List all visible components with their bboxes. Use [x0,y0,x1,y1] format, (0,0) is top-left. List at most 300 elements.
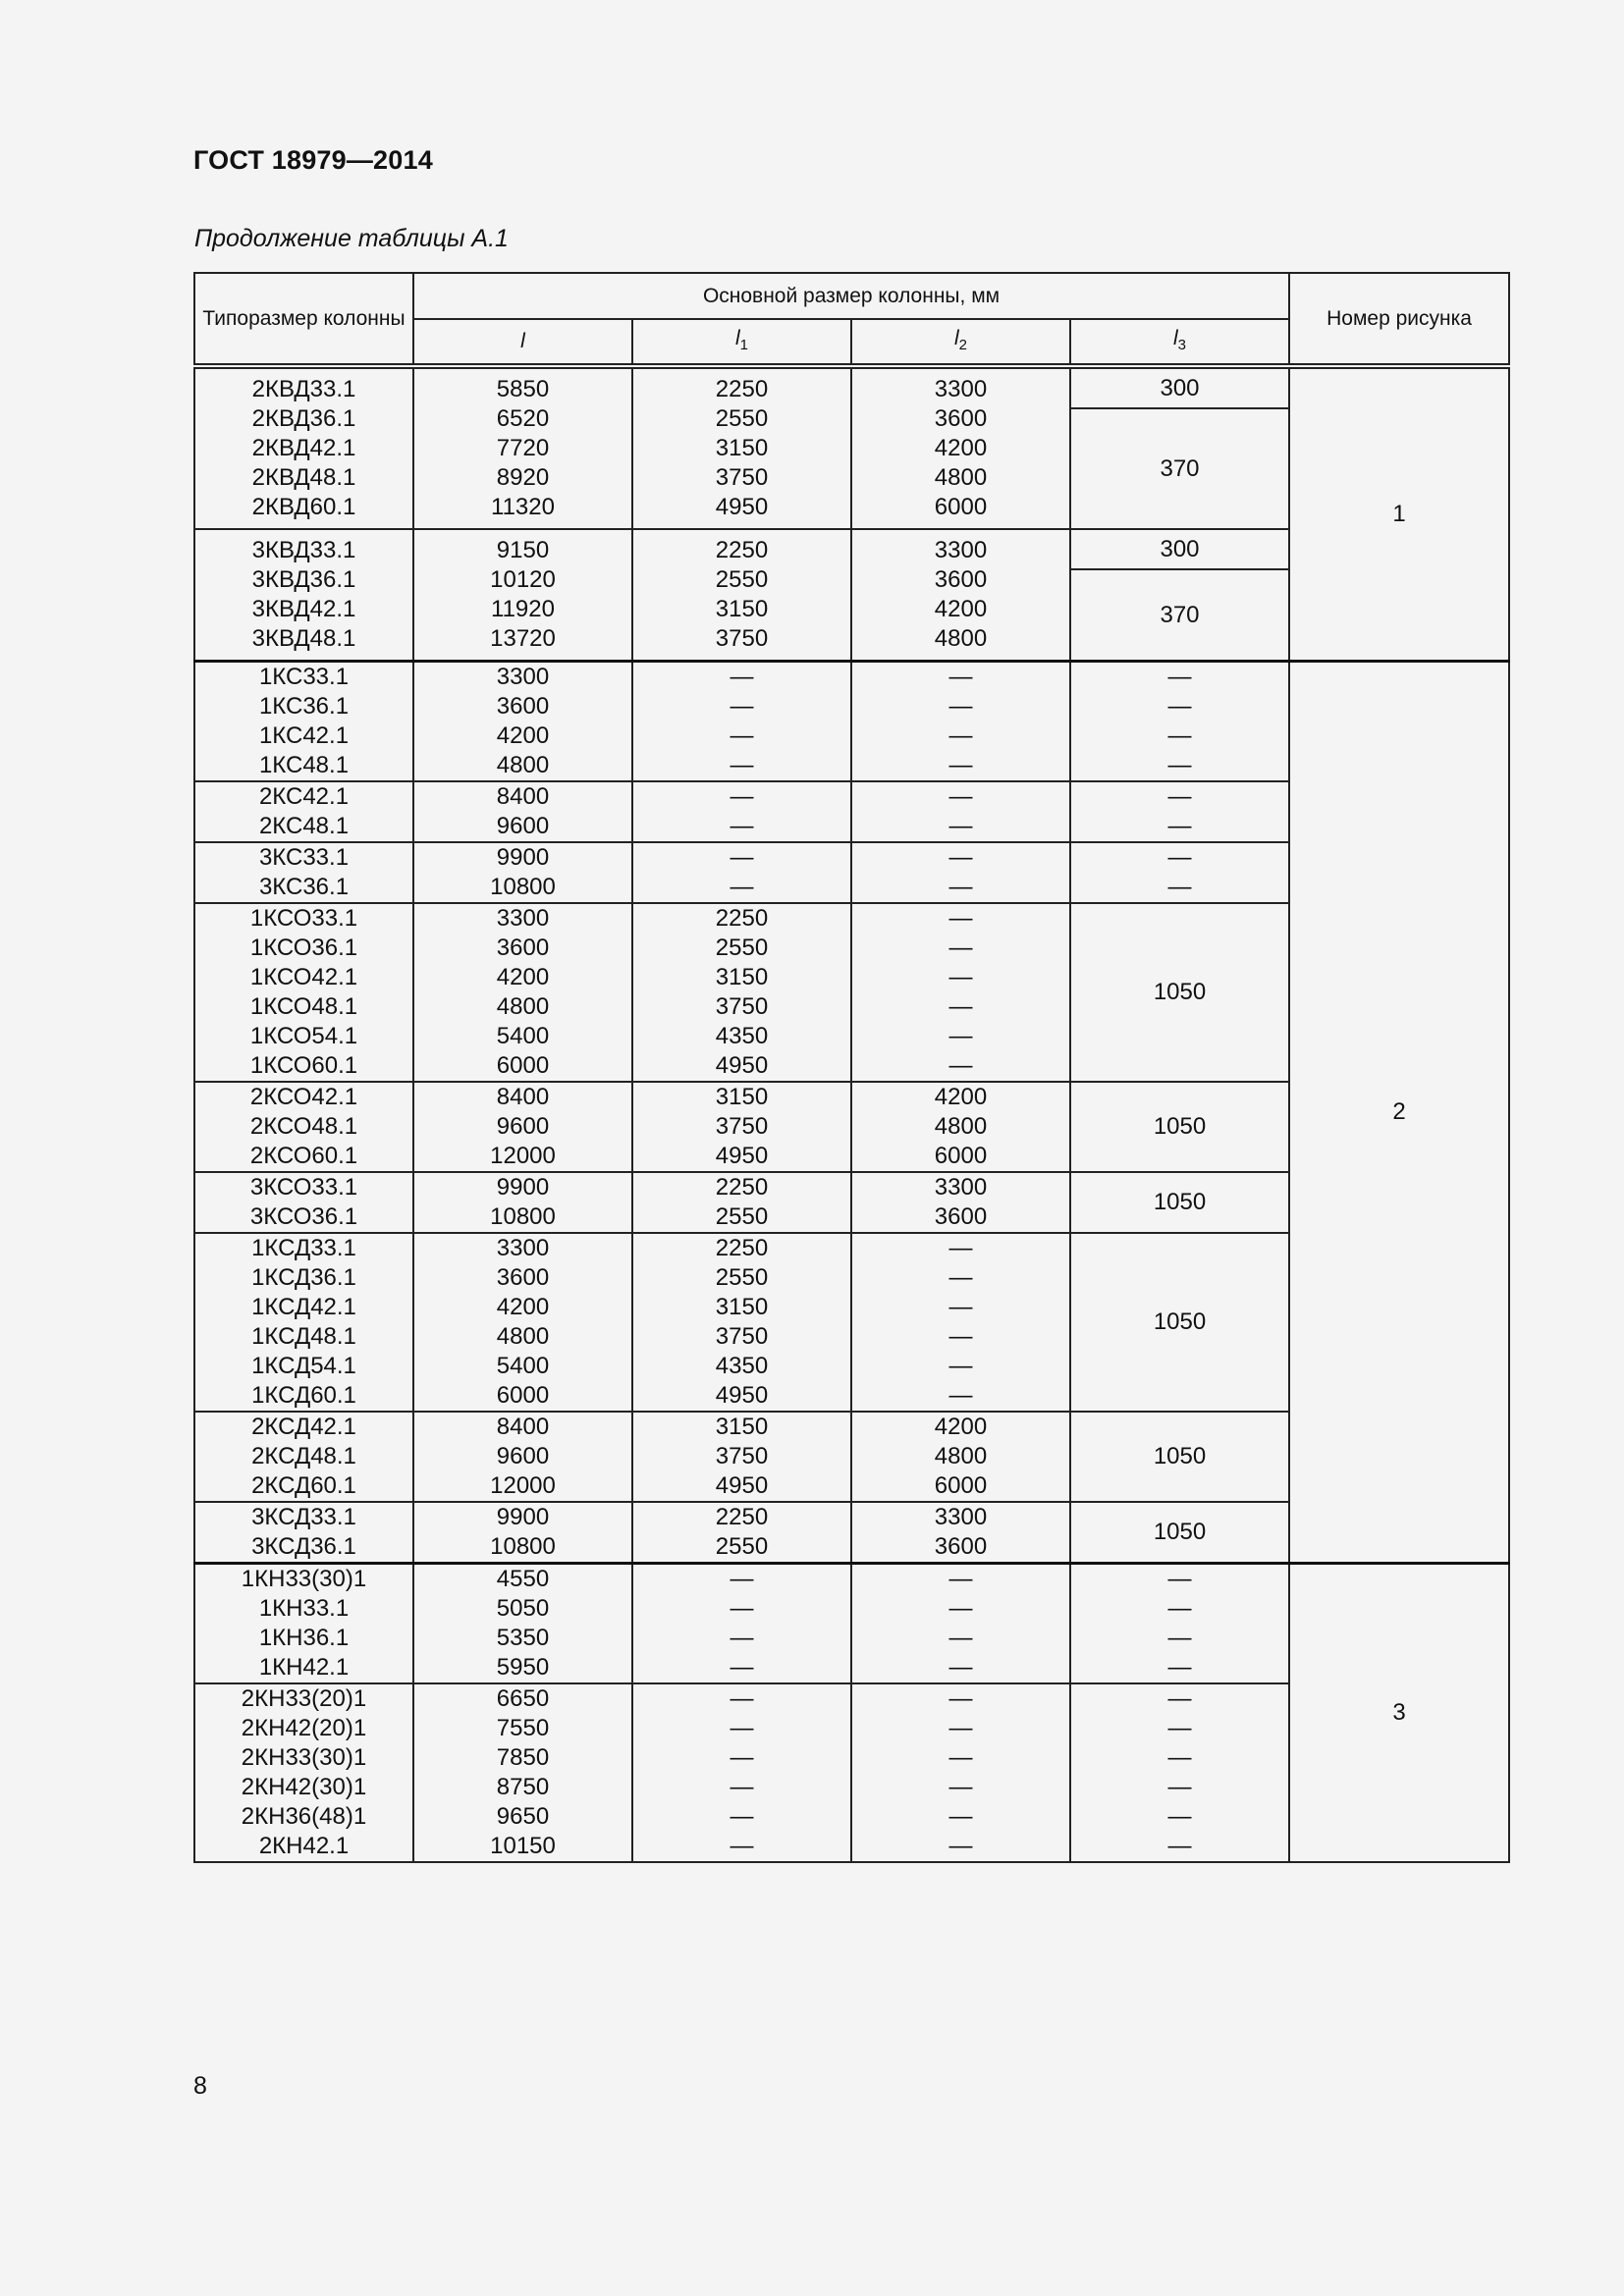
size-l2-cell-value: — [948,722,973,749]
page-number: 8 [193,2072,207,2100]
l3-top-value: 300 [1071,369,1288,409]
column-type-cell-value: 1КСД48.1 [251,1323,356,1350]
size-l-cell [413,1502,632,1564]
size-l1-cell-value: 3150 [715,1414,769,1440]
size-l1-cell-value: — [730,1685,754,1712]
size-l-cell [413,903,632,1082]
column-type-cell-value: 1КСД60.1 [251,1382,356,1409]
size-l-cell [413,781,632,842]
size-l-cell [413,1082,632,1172]
column-type-cell-value: 2КН36(48)1 [241,1803,367,1830]
size-l-cell-value: 12000 [490,1472,556,1499]
size-l-cell [413,529,632,662]
size-l1-cell [632,1082,851,1172]
size-l1-cell-value: 2250 [715,1174,769,1201]
size-l3-cell-value: — [1167,1833,1192,1859]
size-l1-cell-value: — [730,693,754,720]
column-type-cell-value: 1КСД42.1 [251,1294,356,1320]
column-type-cell-value: 2КС48.1 [258,813,350,839]
size-l2-cell [851,1082,1070,1172]
size-l3-cell [1070,529,1289,662]
size-l1-cell-value: 3750 [715,993,769,1020]
size-l1-cell-value: 3750 [715,1113,769,1140]
size-l2-cell-value: 4200 [934,1084,988,1110]
column-type-cell [194,662,413,782]
size-l1-cell-value: 3750 [715,464,769,491]
size-l3-cell-value: — [1167,752,1192,778]
column-type-cell-value: 3КВД36.1 [251,566,356,593]
size-l-cell-value: 3300 [496,664,550,690]
size-l2-cell-value: — [948,783,973,810]
size-l3-cell-value: — [1167,1566,1192,1592]
column-type-cell-value: 3КВД33.1 [251,537,356,563]
column-type-cell-value: 3КС33.1 [258,844,350,871]
column-type-cell [194,903,413,1082]
size-l1-cell-value: — [730,874,754,900]
table-caption: Продолжение таблицы А.1 [194,225,509,252]
size-l2-cell-value: 4200 [934,1414,988,1440]
size-l2-cell [851,1412,1070,1502]
size-l2-cell [851,662,1070,782]
column-type-cell-value: 2КН33(30)1 [241,1744,367,1771]
column-type-cell [194,1233,413,1412]
size-l1-cell-value: — [730,752,754,778]
size-l3-cell-value: — [1167,874,1192,900]
size-l3-cell-value: — [1167,813,1192,839]
size-l-cell-value: 10150 [490,1833,556,1859]
size-l3-cell [1070,1564,1289,1684]
column-type-cell-value: 1КСО60.1 [249,1052,358,1079]
size-l-cell-value: 12000 [490,1143,556,1169]
size-l-cell-value: 9900 [496,844,550,871]
header-type: Типоразмер колонны [194,273,413,366]
size-l2-cell-value: — [948,874,973,900]
size-l2-cell-value: — [948,934,973,961]
size-l3-cell: 1050 [1070,1412,1289,1502]
size-l1-cell-value: — [730,664,754,690]
size-l-cell-value: 11320 [491,494,555,520]
size-l-cell-value: 9900 [496,1504,550,1530]
size-l2-cell-value: 3300 [934,1174,988,1201]
size-l-cell-value: 5400 [496,1023,550,1049]
size-l1-cell-value: 2550 [715,1203,769,1230]
size-l3-cell [1070,842,1289,903]
column-type-cell [194,1412,413,1502]
size-l2-cell-value: — [948,664,973,690]
size-l-cell [413,1412,632,1502]
size-l3-cell-value: — [1167,783,1192,810]
column-type-cell-value: 2КВД36.1 [251,405,356,432]
column-type-cell-value: 2КН33(20)1 [241,1685,367,1712]
column-type-cell-value: 1КСД36.1 [251,1264,356,1291]
column-type-cell-value: 2КС42.1 [258,783,350,810]
size-l1-cell-value: 3150 [715,596,769,622]
size-l-cell-value: 8400 [496,783,550,810]
size-l1-cell-value: 3750 [715,625,769,652]
figure-number-cell: 3 [1289,1564,1509,1863]
size-l1-cell [632,781,851,842]
column-type-cell-value: 2КН42(30)1 [241,1774,367,1800]
size-l2-cell-value: 6000 [934,1143,988,1169]
size-l2-cell-value: — [948,1235,973,1261]
size-l1-cell [632,1233,851,1412]
size-l2-cell-value: — [948,693,973,720]
size-l-cell-value: 8400 [496,1084,550,1110]
size-l3-cell: 1050 [1070,903,1289,1082]
size-l2-cell-value: — [948,1566,973,1592]
size-l2-cell-value: — [948,1353,973,1379]
column-type-cell-value: 2КВД42.1 [251,435,356,461]
size-l-cell-value: 9900 [496,1174,550,1201]
column-type-cell-value: 3КСО36.1 [249,1203,358,1230]
size-l-cell-value: 6520 [496,405,550,432]
size-l2-cell-value: 4800 [934,1443,988,1469]
size-l2-cell-value: — [948,1833,973,1859]
size-l-cell-value: 13720 [490,625,556,652]
size-l2-cell-value: — [948,1023,973,1049]
size-l2-cell-value: — [948,1294,973,1320]
document-title: ГОСТ 18979—2014 [193,145,433,175]
column-type-cell-value: 1КС42.1 [258,722,350,749]
size-l-cell-value: 8400 [496,1414,550,1440]
size-l1-cell-value: 3750 [715,1443,769,1469]
size-l2-cell [851,842,1070,903]
size-l2-cell-value: — [948,1382,973,1409]
column-type-cell-value: 1КС33.1 [258,664,350,690]
size-l2-cell-value: — [948,905,973,932]
size-l-cell-value: 10120 [490,566,556,593]
column-type-cell-value: 2КСД48.1 [251,1443,356,1469]
size-l1-cell-value: — [730,1833,754,1859]
size-l3-cell-value: — [1167,1744,1192,1771]
size-l1-cell-value: 2250 [715,905,769,932]
size-l2-cell-value: 4800 [934,464,988,491]
column-type-cell-value: 2КСО42.1 [249,1084,358,1110]
size-l-cell [413,1233,632,1412]
size-l3-cell [1070,781,1289,842]
size-l2-cell-value: — [948,1654,973,1681]
size-l2-cell-value: 3300 [934,1504,988,1530]
header-l3: $l_3$ [1070,319,1289,366]
size-l-cell-value: 3600 [496,1264,550,1291]
column-type-cell-value: 3КВД48.1 [251,625,356,652]
size-l-cell-value: 6000 [496,1382,550,1409]
size-l-cell-value: 8750 [496,1774,550,1800]
size-l2-cell-value: — [948,1744,973,1771]
size-l2-cell [851,1502,1070,1564]
table-body [194,366,1509,1862]
size-l-cell-value: 5850 [496,376,550,402]
size-l1-cell [632,529,851,662]
size-l3-cell [1070,1683,1289,1862]
column-type-cell [194,1683,413,1862]
size-l1-cell [632,1564,851,1684]
size-l3-cell-value: — [1167,664,1192,690]
size-l2-cell-value: — [948,1715,973,1741]
size-l3-cell-value: — [1167,1803,1192,1830]
size-l1-cell-value: 2550 [715,934,769,961]
size-l2-cell-value: — [948,1323,973,1350]
size-l2-cell-value: 3600 [934,1203,988,1230]
size-l2-cell-value: 4800 [934,1113,988,1140]
column-type-cell-value: 1КСД54.1 [251,1353,356,1379]
size-l2-cell-value: — [948,964,973,990]
column-type-cell-value: 1КСО42.1 [249,964,358,990]
figure-number-cell: 2 [1289,662,1509,1564]
size-l3-cell-value: — [1167,1595,1192,1622]
column-type-cell-value: 1КСД33.1 [251,1235,356,1261]
size-l1-cell-value: 3750 [715,1323,769,1350]
column-type-cell-value: 2КН42.1 [258,1833,350,1859]
column-type-cell-value: 2КВД33.1 [251,376,356,402]
size-l1-cell-value: 2250 [715,1235,769,1261]
size-l3-cell-value: — [1167,844,1192,871]
size-l1-cell-value: 3150 [715,1294,769,1320]
size-l3-cell: 1050 [1070,1082,1289,1172]
size-l-cell-value: 9600 [496,1443,550,1469]
size-l-cell-value: 3300 [496,1235,550,1261]
size-l-cell-value: 3300 [496,905,550,932]
size-l1-cell-value: 2550 [715,1533,769,1560]
figure-number-cell: 1 [1289,366,1509,662]
size-l2-cell-value: — [948,1264,973,1291]
size-l3-cell-value: — [1167,1685,1192,1712]
size-l2-cell-value: — [948,1052,973,1079]
size-l-cell-value: 11920 [491,596,555,622]
size-l3-cell-value: — [1167,1654,1192,1681]
size-l2-cell-value: — [948,752,973,778]
size-l-cell-value: 5350 [496,1625,550,1651]
size-l3-cell: 1050 [1070,1172,1289,1233]
header-l: l [413,319,632,366]
column-type-cell [194,1172,413,1233]
size-l-cell-value: 4800 [496,993,550,1020]
size-l-cell-value: 5400 [496,1353,550,1379]
size-l1-cell [632,1502,851,1564]
table-row-group [194,366,1509,529]
column-type-cell [194,1564,413,1684]
size-l2-cell [851,1233,1070,1412]
size-l2-cell [851,1172,1070,1233]
size-l3-cell: 1050 [1070,1502,1289,1564]
size-l1-cell-value: — [730,1715,754,1741]
column-type-cell-value: 1КСО33.1 [249,905,358,932]
size-l3-cell: 1050 [1070,1233,1289,1412]
size-l-cell-value: 6000 [496,1052,550,1079]
size-l1-cell [632,1412,851,1502]
column-type-cell-value: 1КСО48.1 [249,993,358,1020]
size-l2-cell-value: 3300 [934,376,988,402]
size-l3-cell [1070,366,1289,529]
l3-rest-value: 370 [1160,601,1200,628]
size-l1-cell-value: 4950 [715,1052,769,1079]
size-l1-cell-value: 3150 [715,435,769,461]
size-l1-cell [632,1172,851,1233]
column-type-cell-value: 1КС48.1 [258,752,350,778]
size-l1-cell-value: — [730,1654,754,1681]
column-type-cell-value: 3КВД42.1 [251,596,356,622]
size-l-cell-value: 7850 [496,1744,550,1771]
size-l1-cell-value: 4350 [715,1023,769,1049]
size-l1-cell-value: 2550 [715,1264,769,1291]
size-l2-cell [851,903,1070,1082]
column-type-cell-value: 1КСО54.1 [249,1023,358,1049]
size-l1-cell-value: — [730,1803,754,1830]
size-l1-cell-value: 2550 [715,566,769,593]
column-type-cell-value: 2КСД42.1 [251,1414,356,1440]
size-l1-cell-value: 4950 [715,1472,769,1499]
column-type-cell-value: 2КВД60.1 [251,494,356,520]
l3-top-value: 300 [1071,530,1288,570]
size-l-cell-value: 4200 [496,964,550,990]
size-l1-cell-value: 3150 [715,964,769,990]
size-l-cell [413,1564,632,1684]
size-l2-cell-value: — [948,844,973,871]
column-type-cell-value: 1КН33(30)1 [241,1566,367,1592]
size-l1-cell-value: 4350 [715,1353,769,1379]
size-l-cell-value: 7550 [496,1715,550,1741]
size-l1-cell-value: — [730,844,754,871]
column-type-cell-value: 1КСО36.1 [249,934,358,961]
column-type-cell-value: 1КС36.1 [258,693,350,720]
size-l1-cell [632,903,851,1082]
size-l1-cell-value: 2250 [715,537,769,563]
size-l1-cell-value: — [730,1566,754,1592]
column-type-cell-value: 2КВД48.1 [251,464,356,491]
column-type-cell [194,842,413,903]
size-l-cell-value: 4800 [496,752,550,778]
size-l2-cell-value: 3600 [934,405,988,432]
column-type-cell-value: 3КС36.1 [258,874,350,900]
size-l3-cell-value: — [1167,1774,1192,1800]
size-l-cell-value: 9600 [496,813,550,839]
column-type-cell-value: 1КН42.1 [258,1654,350,1681]
size-l1-cell-value: 4950 [715,1143,769,1169]
size-l1-cell-value: 4950 [715,494,769,520]
size-l1-cell [632,662,851,782]
size-l-cell-value: 6650 [496,1685,550,1712]
size-l-cell [413,366,632,529]
size-l2-cell-value: — [948,1625,973,1651]
size-l2-cell-value: — [948,1595,973,1622]
column-type-cell-value: 2КСО48.1 [249,1113,358,1140]
size-l-cell-value: 10800 [490,874,556,900]
size-l-cell-value: 9600 [496,1113,550,1140]
column-type-cell-value: 2КСД60.1 [251,1472,356,1499]
size-l2-cell [851,1683,1070,1862]
size-l-cell-value: 7720 [496,435,550,461]
header-main-size: Основной размер колонны, мм [413,273,1289,319]
size-l2-cell [851,1564,1070,1684]
size-l1-cell-value: 2550 [715,405,769,432]
header-figure: Номер рисунка [1289,273,1509,366]
size-l-cell-value: 9150 [496,537,550,563]
column-type-cell-value: 3КСО33.1 [249,1174,358,1201]
size-l-cell-value: 10800 [490,1203,556,1230]
size-l2-cell-value: — [948,1685,973,1712]
size-l-cell-value: 4800 [496,1323,550,1350]
size-l1-cell-value: — [730,813,754,839]
size-l3-cell-value: — [1167,1625,1192,1651]
size-l1-cell-value: 3150 [715,1084,769,1110]
size-l2-cell-value: — [948,1803,973,1830]
size-l-cell [413,842,632,903]
size-l1-cell-value: 4950 [715,1382,769,1409]
table-row-group [194,1564,1509,1684]
size-l3-cell-value: — [1167,1715,1192,1741]
size-l1-cell-value: — [730,1595,754,1622]
table-row-group [194,662,1509,782]
size-l1-cell-value: 2250 [715,1504,769,1530]
dimensions-table [193,272,1510,1863]
header-l1: $l_1$ [632,319,851,366]
column-type-cell [194,781,413,842]
size-l-cell-value: 4200 [496,1294,550,1320]
size-l1-cell-value: — [730,1625,754,1651]
column-type-cell-value: 1КН33.1 [258,1595,350,1622]
size-l-cell-value: 5050 [496,1595,550,1622]
size-l2-cell-value: 3600 [934,566,988,593]
size-l-cell [413,662,632,782]
size-l-cell-value: 5950 [496,1654,550,1681]
size-l3-cell [1070,662,1289,782]
size-l1-cell-value: — [730,783,754,810]
column-type-cell-value: 1КН36.1 [258,1625,350,1651]
size-l-cell-value: 3600 [496,693,550,720]
column-type-cell [194,1082,413,1172]
size-l2-cell-value: 4200 [934,596,988,622]
size-l2-cell-value: 6000 [934,494,988,520]
size-l3-cell-value: — [1167,693,1192,720]
size-l2-cell-value: 3300 [934,537,988,563]
size-l-cell-value: 4200 [496,722,550,749]
size-l2-cell [851,529,1070,662]
size-l2-cell-value: — [948,1774,973,1800]
size-l1-cell [632,366,851,529]
size-l-cell-value: 9650 [496,1803,550,1830]
size-l2-cell-value: 3600 [934,1533,988,1560]
size-l1-cell-value: 2250 [715,376,769,402]
size-l2-cell [851,366,1070,529]
size-l-cell [413,1172,632,1233]
size-l1-cell [632,1683,851,1862]
size-l1-cell-value: — [730,1774,754,1800]
column-type-cell-value: 2КСО60.1 [249,1143,358,1169]
size-l2-cell-value: 4800 [934,625,988,652]
size-l-cell-value: 3600 [496,934,550,961]
column-type-cell-value: 3КСД36.1 [251,1533,356,1560]
size-l1-cell [632,842,851,903]
column-type-cell [194,529,413,662]
size-l1-cell-value: — [730,722,754,749]
size-l-cell-value: 8920 [496,464,550,491]
column-type-cell-value: 3КСД33.1 [251,1504,356,1530]
size-l2-cell-value: — [948,993,973,1020]
size-l1-cell-value: — [730,1744,754,1771]
size-l2-cell [851,781,1070,842]
l3-rest-value: 370 [1160,454,1200,482]
column-type-cell-value: 2КН42(20)1 [241,1715,367,1741]
size-l2-cell-value: 6000 [934,1472,988,1499]
header-l2: $l_2$ [851,319,1070,366]
size-l2-cell-value: 4200 [934,435,988,461]
column-type-cell [194,1502,413,1564]
size-l-cell-value: 10800 [490,1533,556,1560]
size-l2-cell-value: — [948,813,973,839]
size-l3-cell-value: — [1167,722,1192,749]
column-type-cell [194,366,413,529]
size-l-cell-value: 4550 [496,1566,550,1592]
